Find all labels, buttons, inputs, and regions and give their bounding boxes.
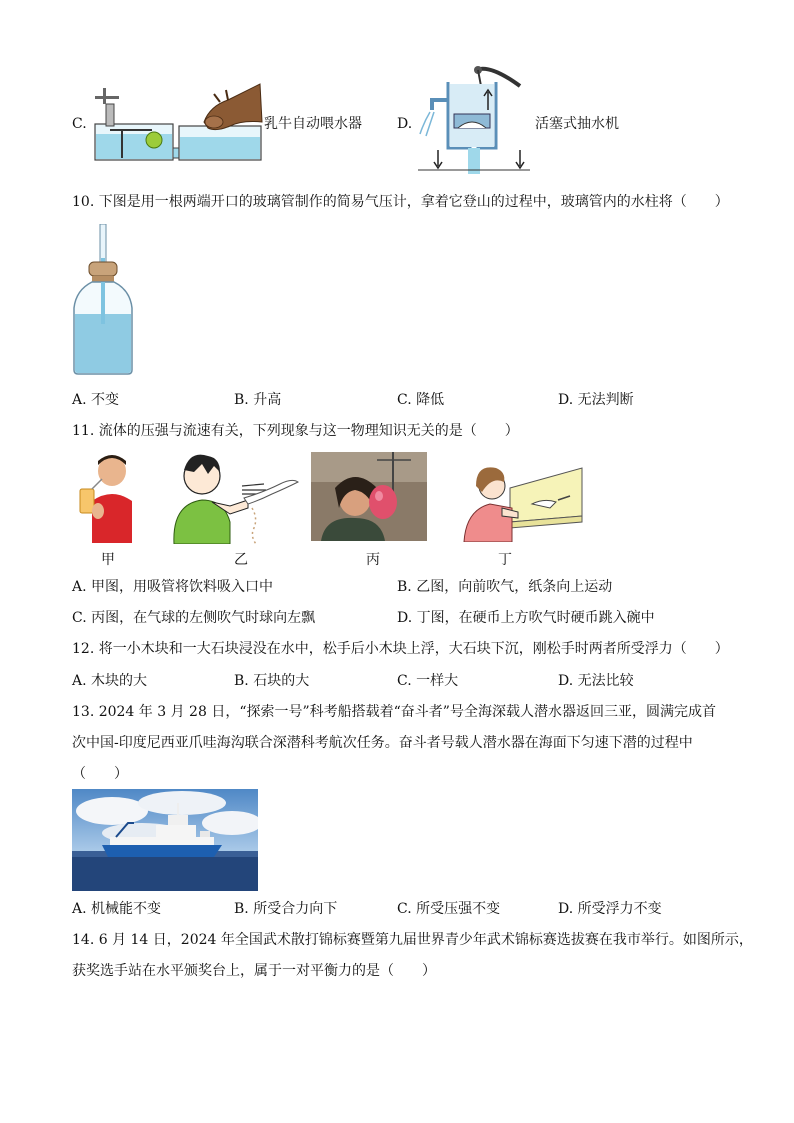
q11-option-d[interactable]: D. 丁图，在硬币上方吹气时硬币跳入碗中 (397, 610, 655, 626)
q14-stem-line1: 14. 6 月 14 日，2024 年全国武术散打锦标赛暨第九届世界青少年武术锦标赛选拔赛在我市举行。如图所示， (72, 932, 753, 948)
cow-auto-waterer-figure (92, 82, 264, 164)
q10-option-b[interactable]: B. 升高 (234, 392, 282, 408)
fig-label-jia: 甲 (101, 552, 115, 568)
q12-stem: 12. 将一小木块和一大石块浸没在水中，松手后小木块上浮，大石块下沉，刚松手时两者所受浮力（ ） (72, 641, 729, 657)
option-d-caption: 活塞式抽水机 (535, 116, 619, 132)
boy-drinking-straw-figure (78, 453, 132, 543)
q13-stem-line3: （ ） (72, 766, 128, 782)
q10-stem: 10. 下图是用一根两端开口的玻璃管制作的简易气压计，拿着它登山的过程中，玻璃管内的水柱将（ ） (72, 194, 729, 210)
piston-pump-figure (418, 62, 530, 176)
option-c-label: C. (72, 116, 87, 132)
q10-option-d[interactable]: D. 无法判断 (558, 392, 634, 408)
q12-option-d[interactable]: D. 无法比较 (558, 673, 634, 689)
q12-option-c[interactable]: C. 一样大 (397, 673, 459, 689)
q11-option-c[interactable]: C. 丙图，在气球的左侧吹气时球向左飘 (72, 610, 316, 626)
q13-option-b[interactable]: B. 所受合力向下 (234, 901, 338, 917)
fig-label-bing: 丙 (366, 552, 380, 568)
girl-coin-bowl-figure (462, 462, 584, 542)
option-d-label: D. (397, 116, 413, 132)
q12-option-a[interactable]: A. 木块的大 (72, 673, 148, 689)
option-c-caption: 乳牛自动喂水器 (264, 116, 362, 132)
research-ship-photo (72, 789, 258, 891)
q10-option-c[interactable]: C. 降低 (397, 392, 445, 408)
barometer-bottle-figure (72, 224, 134, 376)
q13-stem-line1: 13. 2024 年 3 月 28 日，“探索一号”科考船搭载着“奋斗者”号全海深载人潜水器返回三亚，圆满完成首 (72, 704, 716, 720)
balloon-photo-figure (311, 452, 427, 541)
q11-option-b[interactable]: B. 乙图，向前吹气，纸条向上运动 (397, 579, 613, 595)
fig-label-yi: 乙 (234, 552, 248, 568)
q11-option-a[interactable]: A. 甲图，用吸管将饮料吸入口中 (72, 579, 274, 595)
q13-option-a[interactable]: A. 机械能不变 (72, 901, 162, 917)
q10-option-a[interactable]: A. 不变 (72, 392, 120, 408)
q12-option-b[interactable]: B. 石块的大 (234, 673, 310, 689)
q14-stem-line2: 获奖选手站在水平颁奖台上，属于一对平衡力的是（ ） (72, 963, 436, 979)
q13-option-d[interactable]: D. 所受浮力不变 (558, 901, 662, 917)
fig-label-ding: 丁 (498, 552, 512, 568)
q13-stem-line2: 次中国-印度尼西亚爪哇海沟联合深潜科考航次任务。奋斗者号载人潜水器在海面下匀速下潜的过程中 (72, 735, 693, 751)
q11-stem: 11. 流体的压强与流速有关，下列现象与这一物理知识无关的是（ ） (72, 423, 519, 439)
boy-blowing-paper-figure (168, 448, 300, 544)
q13-option-c[interactable]: C. 所受压强不变 (397, 901, 501, 917)
